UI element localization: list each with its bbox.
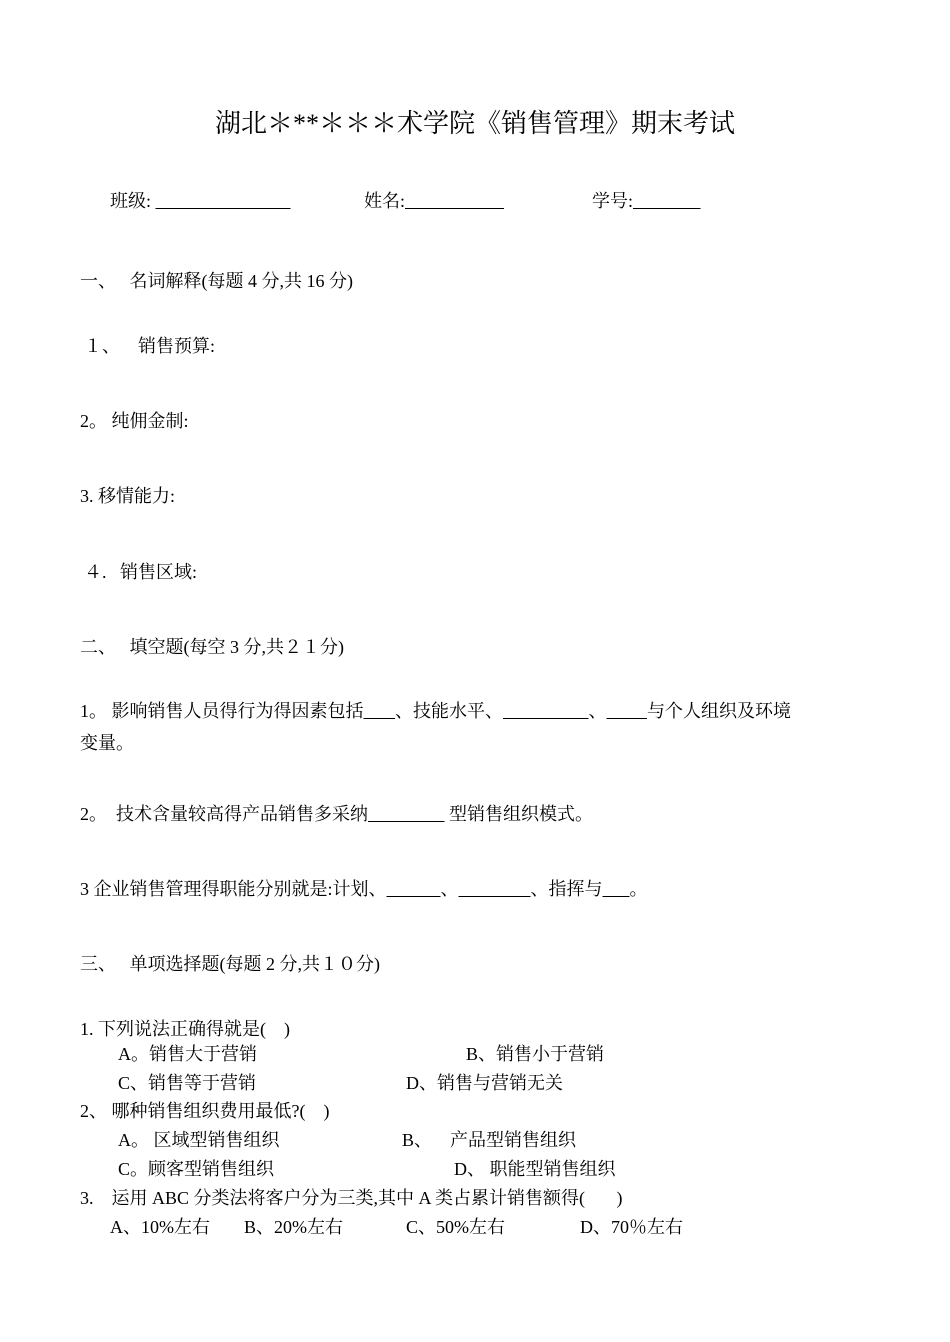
s3-q3-option-c: C、50%左右 bbox=[406, 1217, 505, 1237]
s2-q1-text: 、 bbox=[588, 701, 607, 721]
class-field bbox=[110, 190, 291, 212]
student-id-blank bbox=[633, 191, 701, 211]
s3-q2-option-d: D、 职能型销售组织 bbox=[454, 1159, 616, 1179]
s2-question-3 bbox=[80, 878, 648, 900]
s3-question-3-stem: 3. 运用 ABC 分类法将客户分为三类,其中 A 类占累计销售额得( ) bbox=[80, 1188, 623, 1208]
s2-question-1-continued: 变量。 bbox=[80, 733, 134, 753]
s3-q3-option-d: D、70％左右 bbox=[580, 1217, 683, 1237]
fill-blank bbox=[364, 701, 396, 721]
name-label: 姓名: bbox=[364, 191, 406, 211]
class-blank bbox=[156, 191, 291, 211]
s2-q1-text: 1。 影响销售人员得行为得因素包括 bbox=[80, 701, 364, 721]
s3-question-2-stem: 2、 哪种销售组织费用最低?( ) bbox=[80, 1101, 330, 1121]
s2-question-2 bbox=[80, 803, 593, 825]
student-id-field bbox=[592, 190, 701, 212]
fill-blank bbox=[459, 879, 531, 899]
s3-q2-option-a: A。 区域型销售组织 bbox=[118, 1130, 280, 1150]
s3-q1-option-a: A。销售大于营销 bbox=[118, 1044, 257, 1064]
s3-q2-option-b: B、 产品型销售组织 bbox=[402, 1130, 577, 1150]
fill-blank bbox=[368, 804, 445, 824]
s1-question-3: 3. 移情能力: bbox=[80, 486, 176, 506]
s3-q1-option-b: B、销售小于营销 bbox=[466, 1044, 605, 1064]
s2-q2-text: 2。 技术含量较高得产品销售多采纳 bbox=[80, 804, 368, 824]
s2-q1-text: 、技能水平、 bbox=[395, 701, 503, 721]
fill-blank bbox=[603, 879, 630, 899]
s3-q1-option-c: C、销售等于营销 bbox=[118, 1073, 257, 1093]
class-label: 班级: bbox=[110, 191, 156, 211]
section-3-heading: 三、 单项选择题(每题 2 分,共１０分) bbox=[80, 954, 380, 974]
s1-question-1: １、 销售预算: bbox=[84, 336, 216, 356]
s2-question-1 bbox=[80, 700, 791, 722]
fill-blank bbox=[607, 701, 648, 721]
exam-title: 湖北＊**＊＊＊术学院《销售管理》期末考试 bbox=[214, 109, 735, 138]
s2-q2-text: 型销售组织模式。 bbox=[444, 804, 593, 824]
s2-q3-text: 、 bbox=[440, 879, 459, 899]
s3-q3-option-a: A、10%左右 bbox=[110, 1217, 210, 1237]
s3-q1-option-d: D、销售与营销无关 bbox=[406, 1073, 563, 1093]
name-blank bbox=[405, 191, 504, 211]
section-1-heading: 一、 名词解释(每题 4 分,共 16 分) bbox=[80, 271, 353, 291]
s2-q3-text: 。 bbox=[629, 879, 648, 899]
s3-question-1-stem: 1. 下列说法正确得就是( ) bbox=[80, 1019, 290, 1039]
name-field bbox=[364, 190, 504, 212]
s1-question-4: ４. 销售区域: bbox=[84, 562, 198, 582]
s2-q3-text: 、指挥与 bbox=[530, 879, 603, 899]
s3-q2-option-c: C。顾客型销售组织 bbox=[118, 1159, 275, 1179]
s3-q3-option-b: B、20%左右 bbox=[244, 1217, 343, 1237]
s1-question-2: 2。 纯佣金制: bbox=[80, 411, 189, 431]
section-2-heading: 二、 填空题(每空 3 分,共２１分) bbox=[80, 637, 344, 657]
s2-q1-text: 与个人组织及环境 bbox=[647, 701, 791, 721]
fill-blank bbox=[387, 879, 441, 899]
fill-blank bbox=[503, 701, 589, 721]
student-id-label: 学号: bbox=[592, 191, 634, 211]
s2-q3-text: 3 企业销售管理得职能分别就是:计划、 bbox=[80, 879, 387, 899]
